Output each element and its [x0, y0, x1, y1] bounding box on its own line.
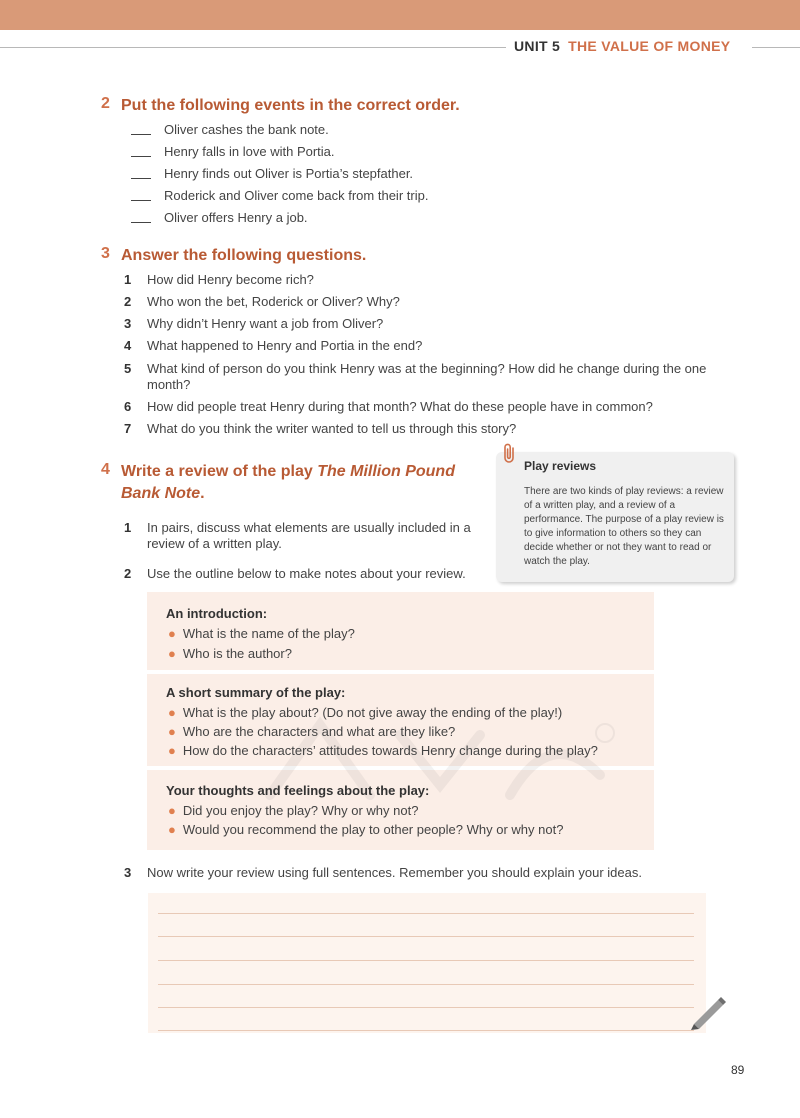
question-text: Who won the bet, Roderick or Oliver? Why? [147, 294, 400, 309]
section-2-number: 2 [101, 95, 110, 112]
section-3-number: 3 [101, 245, 110, 262]
outline-bullet [168, 822, 563, 837]
event-item: Roderick and Oliver come back from their trip. [164, 188, 429, 203]
section-4-title [121, 461, 481, 505]
question-text: How did Henry become rich? [147, 272, 314, 287]
answer-blank[interactable] [131, 200, 151, 201]
bullet-dot-icon: ● [168, 724, 176, 739]
question-text: What happened to Henry and Portia in the end? [147, 338, 423, 353]
outline-bullet-text: How do the characters’ attitudes towards Henry change during the play? [182, 743, 598, 758]
top-color-bar [0, 0, 800, 30]
outline-bullet-text: Would you recommend the play to other people? Why or why not? [182, 822, 564, 837]
bullet-dot-icon: ● [168, 803, 176, 818]
tip-body: There are two kinds of play reviews: a review of a written play, and a review of a performance. The purpose of a play review is to give information to others so they can decide whether or not they want to read or watch the play. [524, 486, 724, 567]
writing-line[interactable] [158, 1007, 694, 1008]
question-number: 1 [124, 272, 132, 287]
outline-heading: A short summary of the play: [166, 685, 346, 700]
question-number: 2 [124, 294, 132, 309]
event-item: Oliver offers Henry a job. [164, 210, 308, 225]
section-4-number: 4 [101, 461, 110, 478]
step-text: Use the outline below to make notes about your review. [147, 566, 466, 581]
question-number: 4 [124, 338, 132, 353]
watermark-logo [250, 715, 620, 805]
play-title-line1: The Million Pound [317, 463, 455, 480]
question-number: 5 [124, 361, 132, 376]
header-rule-left [0, 47, 506, 48]
section-4-title-prefix: Write a review of the play [121, 463, 318, 480]
event-item: Henry falls in love with Portia. [164, 144, 335, 159]
writing-area[interactable] [148, 893, 706, 1033]
outline-heading: An introduction: [166, 606, 268, 621]
outline-bullet-text: What is the play about? (Do not give away the ending of the play!) [182, 705, 563, 720]
question-text: How did people treat Henry during that month? What do these people have in common? [147, 399, 653, 414]
pencil-icon [688, 992, 728, 1030]
section-3-title: Answer the following questions. [121, 247, 367, 264]
outline-bullet [168, 803, 418, 818]
bullet-dot-icon: ● [168, 626, 176, 641]
question-number: 7 [124, 421, 132, 436]
page-number: 89 [731, 1063, 745, 1077]
answer-blank[interactable] [131, 178, 151, 179]
question-number: 3 [124, 316, 132, 331]
outline-bullet [168, 626, 355, 641]
event-item: Oliver cashes the bank note. [164, 122, 329, 137]
question-text: Why didn’t Henry want a job from Oliver? [147, 316, 384, 331]
outline-bullet-text: Who is the author? [182, 646, 292, 661]
unit-heading [514, 38, 730, 54]
question-text: What do you think the writer wanted to tell us through this story? [147, 421, 517, 436]
answer-blank[interactable] [131, 134, 151, 135]
writing-line[interactable] [158, 984, 694, 985]
section-2-title: Put the following events in the correct order. [121, 97, 460, 114]
writing-line[interactable] [158, 936, 694, 937]
outline-bullet-text: What is the name of the play? [182, 626, 355, 641]
question-number: 6 [124, 399, 132, 414]
unit-title: THE VALUE OF MONEY [568, 38, 731, 54]
step-text: Now write your review using full sentences. Remember you should explain your ideas. [147, 865, 642, 880]
writing-line[interactable] [158, 913, 694, 914]
writing-line[interactable] [158, 960, 694, 961]
step-number: 3 [124, 865, 132, 880]
paperclip-icon [502, 442, 518, 464]
answer-blank[interactable] [131, 222, 151, 223]
unit-label: UNIT 5 [514, 38, 561, 54]
step-number: 1 [124, 520, 132, 535]
bullet-dot-icon: ● [168, 743, 176, 758]
outline-bullet [168, 646, 292, 661]
bullet-dot-icon: ● [168, 646, 176, 661]
writing-line[interactable] [158, 1030, 694, 1031]
section-4-title-suffix: . [200, 485, 205, 502]
question-text: What kind of person do you think Henry was at the beginning? How did he change during the one month? [147, 361, 707, 392]
outline-bullet-text: Who are the characters and what are they like? [182, 724, 456, 739]
outline-heading: Your thoughts and feelings about the play: [166, 783, 430, 798]
event-item: Henry finds out Oliver is Portia’s stepfather. [164, 166, 414, 181]
bullet-dot-icon: ● [168, 822, 176, 837]
outline-bullet-text: Did you enjoy the play? Why or why not? [182, 803, 419, 818]
step-number: 2 [124, 566, 132, 581]
header-rule-right [752, 47, 800, 48]
bullet-dot-icon: ● [168, 705, 176, 720]
step-text: In pairs, discuss what elements are usually included in a review of a written play. [147, 520, 471, 551]
play-title-line2: Bank Note [121, 485, 201, 502]
tip-title: Play reviews [524, 459, 597, 473]
answer-blank[interactable] [131, 156, 151, 157]
